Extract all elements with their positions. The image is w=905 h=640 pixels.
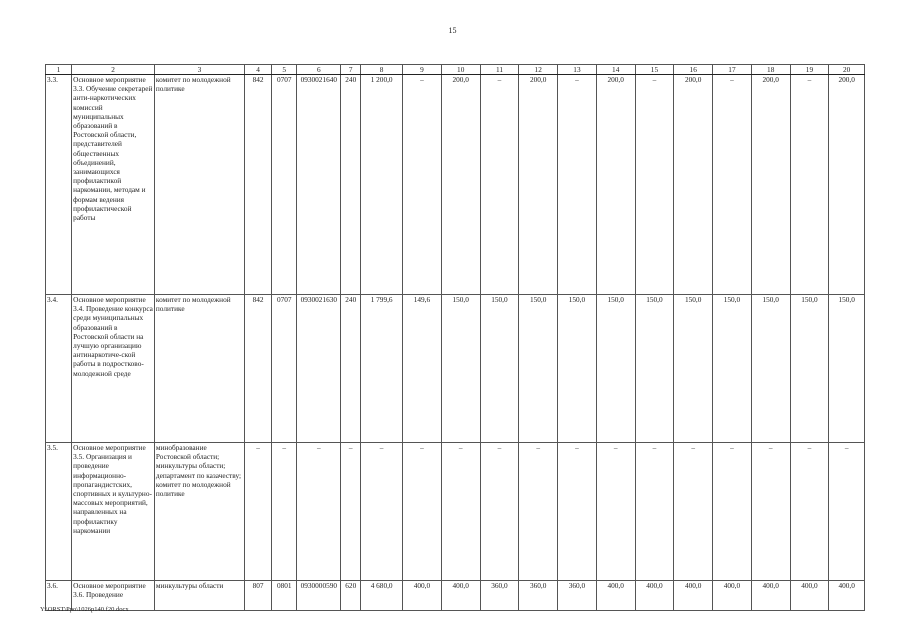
table-cell: 360,0 bbox=[558, 581, 597, 611]
table-cell: 240 bbox=[341, 295, 361, 443]
table-cell: – bbox=[635, 75, 674, 295]
column-header: 12 bbox=[519, 65, 558, 75]
table-cell: 0707 bbox=[272, 75, 297, 295]
column-header: 19 bbox=[790, 65, 829, 75]
table-cell: 200,0 bbox=[519, 75, 558, 295]
table-cell: – bbox=[790, 75, 829, 295]
table-cell: – bbox=[558, 75, 597, 295]
column-header: 7 bbox=[341, 65, 361, 75]
table-cell: 1 799,6 bbox=[361, 295, 403, 443]
row-number: 3.4. bbox=[46, 295, 72, 443]
column-header: 9 bbox=[403, 65, 442, 75]
table-row bbox=[46, 75, 865, 295]
table-cell: – bbox=[713, 443, 752, 581]
column-header: 8 bbox=[361, 65, 403, 75]
table-cell: 360,0 bbox=[480, 581, 519, 611]
table-cell: – bbox=[635, 443, 674, 581]
table-cell: – bbox=[272, 443, 297, 581]
column-header: 1 bbox=[46, 65, 72, 75]
activity-name: Основное мероприятие 3.3. Обучение секретарей анти-наркотических комиссий муниципальных образований в Ростовской области, представителей общественных объединений, занимающихся профилактикой наркомании, методам и формам ведения профилактической работы bbox=[72, 75, 155, 295]
table-cell: – bbox=[403, 75, 442, 295]
table-cell: 360,0 bbox=[519, 581, 558, 611]
table-cell: 150,0 bbox=[674, 295, 713, 443]
table-cell: – bbox=[519, 443, 558, 581]
column-header: 16 bbox=[674, 65, 713, 75]
table-cell: 200,0 bbox=[441, 75, 480, 295]
column-header: 6 bbox=[297, 65, 341, 75]
table-cell: 400,0 bbox=[790, 581, 829, 611]
table-cell: 0801 bbox=[272, 581, 297, 611]
table-cell: – bbox=[341, 443, 361, 581]
table-cell: 400,0 bbox=[829, 581, 865, 611]
table-cell: 400,0 bbox=[403, 581, 442, 611]
table-cell: – bbox=[361, 443, 403, 581]
column-header: 13 bbox=[558, 65, 597, 75]
row-number: 3.6. bbox=[46, 581, 72, 611]
table-cell: – bbox=[480, 75, 519, 295]
table-cell: – bbox=[403, 443, 442, 581]
column-header: 3 bbox=[154, 65, 244, 75]
table-cell: 200,0 bbox=[596, 75, 635, 295]
table-cell: 150,0 bbox=[635, 295, 674, 443]
table-cell: 150,0 bbox=[829, 295, 865, 443]
table-cell: – bbox=[829, 443, 865, 581]
table-cell: 807 bbox=[244, 581, 271, 611]
column-header: 15 bbox=[635, 65, 674, 75]
document-file-path: Y:\ORST\Ppo\1026p140.f20.docx bbox=[40, 606, 129, 613]
table-cell: 150,0 bbox=[713, 295, 752, 443]
row-number: 3.3. bbox=[46, 75, 72, 295]
responsible-executor: комитет по молодежной политике bbox=[154, 295, 244, 443]
table-cell: 0930000590 bbox=[297, 581, 341, 611]
activity-name: Основное мероприятие 3.4. Проведение конкурса среди муниципальных образований в Ростовской области на лучшую организацию антинаркотиче-ской работы в подростково-молодежной среде bbox=[72, 295, 155, 443]
table-cell: 150,0 bbox=[790, 295, 829, 443]
table-cell: 150,0 bbox=[558, 295, 597, 443]
table-cell: 400,0 bbox=[674, 581, 713, 611]
table-cell: 1 200,0 bbox=[361, 75, 403, 295]
table-cell: 150,0 bbox=[480, 295, 519, 443]
table-cell: – bbox=[674, 443, 713, 581]
column-header: 14 bbox=[596, 65, 635, 75]
column-number-row bbox=[46, 65, 865, 75]
column-header: 5 bbox=[272, 65, 297, 75]
page-number: 15 bbox=[448, 26, 457, 35]
responsible-executor: минобразование Ростовской области; минкультуры области; департамент по казачеству; комитет по молодежной политике bbox=[154, 443, 244, 581]
table-cell: 200,0 bbox=[751, 75, 790, 295]
table-cell: 149,6 bbox=[403, 295, 442, 443]
table-row bbox=[46, 443, 865, 581]
program-table bbox=[45, 64, 865, 611]
table-cell: 400,0 bbox=[596, 581, 635, 611]
table-cell: – bbox=[596, 443, 635, 581]
column-header: 20 bbox=[829, 65, 865, 75]
column-header: 11 bbox=[480, 65, 519, 75]
table-cell: – bbox=[713, 75, 752, 295]
table-cell: – bbox=[558, 443, 597, 581]
table-row bbox=[46, 581, 865, 611]
table-cell: 200,0 bbox=[674, 75, 713, 295]
table-cell: – bbox=[244, 443, 271, 581]
table-cell: 150,0 bbox=[519, 295, 558, 443]
table-cell: 240 bbox=[341, 75, 361, 295]
table-cell: 400,0 bbox=[441, 581, 480, 611]
table-cell: – bbox=[480, 443, 519, 581]
table-row bbox=[46, 295, 865, 443]
table-cell: 842 bbox=[244, 295, 271, 443]
table-cell: 0930021640 bbox=[297, 75, 341, 295]
table-cell: 400,0 bbox=[751, 581, 790, 611]
activity-name: Основное мероприятие 3.5. Организация и проведение информационно-пропагандистских, спортивных и культурно-массовых мероприятий, направленных на профилактику наркомании bbox=[72, 443, 155, 581]
table-cell: 0707 bbox=[272, 295, 297, 443]
activity-name: Основное мероприятие 3.6. Проведение bbox=[72, 581, 155, 611]
table-cell: 150,0 bbox=[441, 295, 480, 443]
column-header: 2 bbox=[72, 65, 155, 75]
table-cell: – bbox=[790, 443, 829, 581]
table-cell: – bbox=[751, 443, 790, 581]
column-header: 17 bbox=[713, 65, 752, 75]
table-cell: 200,0 bbox=[829, 75, 865, 295]
column-header: 4 bbox=[244, 65, 271, 75]
table-cell: – bbox=[297, 443, 341, 581]
table-cell: 842 bbox=[244, 75, 271, 295]
table-cell: 0930021630 bbox=[297, 295, 341, 443]
row-number: 3.5. bbox=[46, 443, 72, 581]
table-cell: 400,0 bbox=[713, 581, 752, 611]
table-cell: 400,0 bbox=[635, 581, 674, 611]
table-cell: 150,0 bbox=[596, 295, 635, 443]
table-cell: 150,0 bbox=[751, 295, 790, 443]
table-cell: – bbox=[441, 443, 480, 581]
responsible-executor: минкультуры области bbox=[154, 581, 244, 611]
column-header: 18 bbox=[751, 65, 790, 75]
table-cell: 620 bbox=[341, 581, 361, 611]
responsible-executor: комитет по молодежной политике bbox=[154, 75, 244, 295]
table-cell: 4 680,0 bbox=[361, 581, 403, 611]
column-header: 10 bbox=[441, 65, 480, 75]
